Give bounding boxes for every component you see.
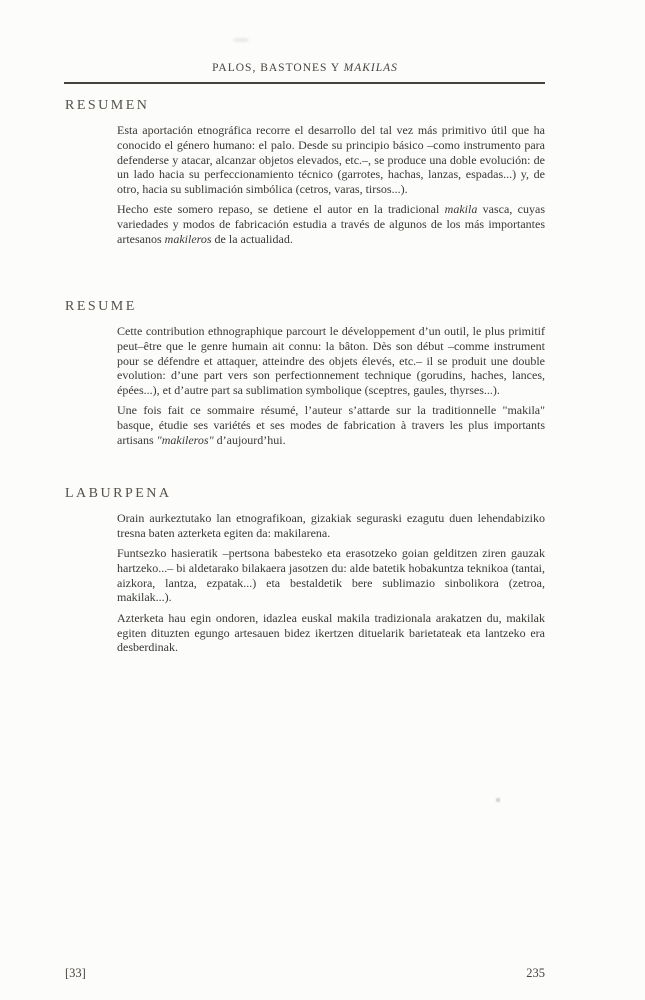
text-run: de la actualidad.	[211, 232, 293, 247]
text-run: Une fois fait ce sommaire résumé, l’auteur s’attarde sur la traditionnelle "makila" basque, étudie ses variétés et ses modes de fabrication à travers les plus importants artisans	[117, 403, 545, 448]
paragraph	[117, 123, 545, 197]
sheet-number: [33]	[65, 966, 86, 980]
text-run: Funtsezko hasieratik –pertsona babesteko eta erasotzeko goian gelditzen ziren gauzak hartzeko...– bi aldetarako bilakaera jasotzen du: alde batetik hobakuntza teknikoa (tantai, aizkora, lantza, ezpatak...) eta bestaldetik bere sublimazio sinbolikora (zetroa, makilak...).	[117, 546, 545, 605]
text-run: Hecho este somero repaso, se detiene el autor en la tradicional	[117, 202, 445, 217]
text-run: Esta aportación etnográfica recorre el desarrollo del tal vez más primitivo útil que ha conocido el género humano: el palo. Desde su principio básico –como instrumento para defenderse y atacar, alcanzar objetos elevados, etc.–, se produce una doble evolución: de un lado hacia su perfeccionamiento técnico (garrotes, hachas, lanzas, espadas...) y, de otro, hacia su sublimación simbólica (cetros, varas, tirsos...).	[117, 123, 545, 197]
running-title-emphasis: MAKILAS	[343, 62, 398, 74]
text-run: d’aujourd’hui.	[213, 433, 286, 448]
page-number: 235	[526, 966, 545, 980]
paragraph	[117, 202, 545, 246]
italic-term-makileros: makileros	[164, 232, 212, 247]
section-heading-laburpena: LABURPENA	[65, 486, 172, 501]
text-run: Azterketa hau egin ondoren, idazlea euskal makila tradizionala arakatzen du, makilak egiten dituzten egungo artesauen bidez ikertzen dituelarik barietateak eta lantzeko era desberdinak.	[117, 610, 545, 655]
section-body-laburpena	[117, 511, 545, 655]
section-body-resume	[117, 324, 545, 448]
running-title	[65, 62, 545, 74]
text-run: Cette contribution ethnographique parcourt le développement d’un outil, le plus primitif peut–être que le genre humain ait connu: la bâton. Dès son début –comme instrument pour se défendre et attaquer, atteindre des objets élevés, etc.– il se produit une double evolution: d’une part vers son perfectionnement technique (gorudins, haches, lances, épées...), et d’autre part sa sublimation symbolique (sceptres, gaules, thyrses...).	[117, 324, 545, 398]
italic-term-makileros: "makileros"	[156, 433, 214, 448]
italic-term-makila: makila	[444, 202, 478, 217]
page-footer	[65, 966, 545, 981]
section-heading-resume: RESUME	[65, 299, 137, 314]
section-laburpena	[65, 486, 545, 661]
paragraph	[117, 324, 545, 398]
text-run: vasca, cuyas variedades y modos de fabricación estudia a través de algunos de los más importantes artesanos	[117, 202, 545, 247]
section-resume	[65, 299, 545, 453]
scan-artifact-smudge	[233, 38, 249, 42]
header-rule	[64, 82, 545, 84]
section-resumen	[65, 98, 545, 252]
scan-artifact-speck	[496, 798, 500, 802]
running-title-text: PALOS, BASTONES Y	[212, 62, 344, 74]
paragraph	[117, 511, 545, 541]
paragraph	[117, 611, 545, 655]
text-run: Orain aurkeztutako lan etnografikoan, gizakiak seguraski ezagutu duen lehendabiziko tresna baten azterketa egiten da: makilarena.	[117, 511, 545, 540]
section-heading-resumen: RESUMEN	[65, 98, 150, 113]
paragraph	[117, 546, 545, 605]
section-body-resumen	[117, 123, 545, 247]
paragraph	[117, 403, 545, 447]
